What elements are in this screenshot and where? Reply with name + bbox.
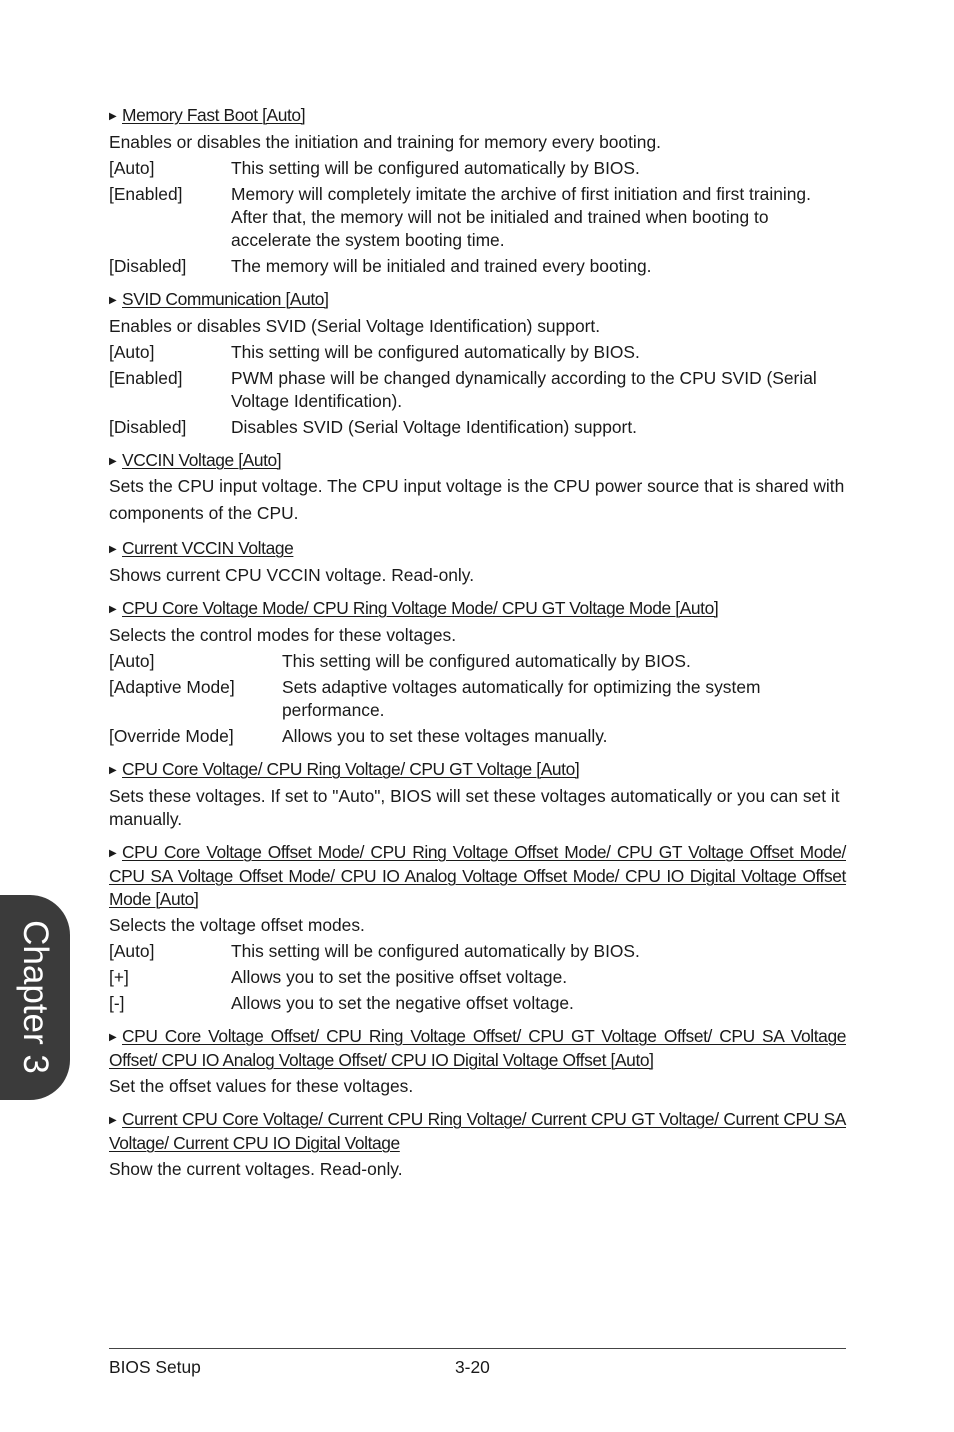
option-text: Allows you to set these voltages manually. <box>282 726 608 746</box>
option-row <box>109 966 846 989</box>
setting-heading-voltage-offset-values: ▶ CPU Core Voltage Offset/ CPU Ring Voltage Offset/ CPU GT Voltage Offset/ CPU SA Voltage Offset/ CPU IO Analog Voltage Offset/ CPU IO Digital Voltage Offset [Auto] <box>109 1026 846 1070</box>
option-text: Allows you to set the positive offset voltage. <box>231 967 568 987</box>
bullet-triangle-icon: ▶ <box>109 111 117 122</box>
option-text: Sets adaptive voltages automatically for optimizing the system performance. <box>282 677 761 720</box>
option-row <box>109 183 846 252</box>
bullet-triangle-icon: ▶ <box>109 544 117 555</box>
section-current-voltages <box>109 1108 846 1181</box>
option-key: [Auto] <box>109 941 155 961</box>
option-row <box>109 255 846 278</box>
chapter-tab-label: Chapter 3 <box>16 920 55 1074</box>
bullet-triangle-icon: ▶ <box>109 1115 117 1126</box>
setting-description: Set the offset values for these voltages. <box>109 1076 414 1096</box>
option-text: Disables SVID (Serial Voltage Identification) support. <box>231 417 637 437</box>
section-svid-communication <box>109 288 846 439</box>
section-vccin-voltage <box>109 449 846 527</box>
option-text: This setting will be configured automatically by BIOS. <box>231 158 640 178</box>
setting-description: Sets these voltages. If set to "Auto", BIOS will set these voltages automatically or you can set it manually. <box>109 786 840 829</box>
option-row <box>109 940 846 963</box>
bullet-triangle-icon: ▶ <box>109 765 117 776</box>
option-key: [+] <box>109 967 129 987</box>
option-key: [Auto] <box>109 651 155 671</box>
page-content <box>109 104 846 1191</box>
option-key: [Auto] <box>109 342 155 362</box>
bullet-triangle-icon: ▶ <box>109 848 117 859</box>
option-text: This setting will be configured automatically by BIOS. <box>231 342 640 362</box>
option-key: [Disabled] <box>109 256 187 276</box>
option-text: Memory will completely imitate the archive of first initiation and first training. After that, the memory will not be initialed and trained when booting to accelerate the system booting time. <box>231 184 811 250</box>
option-key: [Auto] <box>109 158 155 178</box>
bullet-triangle-icon: ▶ <box>109 295 117 306</box>
option-row <box>109 367 846 413</box>
section-memory-fast-boot <box>109 104 846 278</box>
option-text: Allows you to set the negative offset voltage. <box>231 993 574 1013</box>
setting-heading-vccin-voltage: ▶ VCCIN Voltage [Auto] <box>109 449 846 473</box>
bullet-triangle-icon: ▶ <box>109 456 117 467</box>
setting-heading-voltage-offset-mode: ▶ CPU Core Voltage Offset Mode/ CPU Ring Voltage Offset Mode/ CPU GT Voltage Offset Mode/ CPU SA Voltage Offset Mode/ CPU IO Analog Voltage Offset Mode/ CPU IO Digital Voltage Offset Mode [Auto] <box>109 842 846 909</box>
option-key: [Enabled] <box>109 184 183 204</box>
setting-heading-current-voltages: ▶ Current CPU Core Voltage/ Current CPU Ring Voltage/ Current CPU GT Voltage/ Current CPU SA Voltage/ Current CPU IO Digital Voltage <box>109 1109 846 1153</box>
setting-description: Show the current voltages. Read-only. <box>109 1159 403 1179</box>
option-text: This setting will be configured automatically by BIOS. <box>282 651 691 671</box>
setting-description: Enables or disables the initiation and training for memory every booting. <box>109 132 661 152</box>
section-voltage-offset-mode <box>109 841 846 1015</box>
bullet-triangle-icon: ▶ <box>109 604 117 615</box>
setting-heading-svid-communication: ▶ SVID Communication [Auto] <box>109 288 846 312</box>
option-text: This setting will be configured automatically by BIOS. <box>231 941 640 961</box>
section-current-vccin-voltage <box>109 537 846 587</box>
setting-description: Shows current CPU VCCIN voltage. Read-only. <box>109 565 475 585</box>
chapter-tab <box>0 895 70 1100</box>
setting-heading-voltage-mode: ▶ CPU Core Voltage Mode/ CPU Ring Voltage Mode/ CPU GT Voltage Mode [Auto] <box>109 597 846 621</box>
option-row <box>109 650 846 673</box>
section-voltage-offset-values <box>109 1025 846 1098</box>
footer-page-number: 3-20 <box>455 1357 490 1377</box>
bullet-triangle-icon: ▶ <box>109 1032 117 1043</box>
footer-divider <box>109 1348 846 1349</box>
setting-description: Selects the voltage offset modes. <box>109 915 365 935</box>
option-text: The memory will be initialed and trained every booting. <box>231 256 652 276</box>
option-row <box>109 341 846 364</box>
section-core-voltage <box>109 758 846 831</box>
setting-heading-memory-fast-boot: ▶ Memory Fast Boot [Auto] <box>109 104 846 128</box>
option-key: [Disabled] <box>109 417 187 437</box>
option-key: [Enabled] <box>109 368 183 388</box>
section-voltage-mode <box>109 597 846 748</box>
option-text: PWM phase will be changed dynamically according to the CPU SVID (Serial Voltage Identification). <box>231 368 817 411</box>
option-row <box>109 992 846 1015</box>
option-key: [Adaptive Mode] <box>109 677 235 697</box>
setting-description: Selects the control modes for these voltages. <box>109 625 457 645</box>
option-key: [-] <box>109 993 125 1013</box>
option-row <box>109 725 846 748</box>
option-row <box>109 676 846 722</box>
setting-description: Sets the CPU input voltage. The CPU input voltage is the CPU power source that is shared with components of the CPU. <box>109 476 845 523</box>
setting-description: Enables or disables SVID (Serial Voltage Identification) support. <box>109 316 601 336</box>
setting-heading-current-vccin-voltage: ▶ Current VCCIN Voltage <box>109 537 846 561</box>
footer-section-title: BIOS Setup <box>109 1357 201 1377</box>
option-row <box>109 416 846 439</box>
option-key: [Override Mode] <box>109 726 234 746</box>
option-row <box>109 157 846 180</box>
setting-heading-core-voltage: ▶ CPU Core Voltage/ CPU Ring Voltage/ CPU GT Voltage [Auto] <box>109 758 846 782</box>
